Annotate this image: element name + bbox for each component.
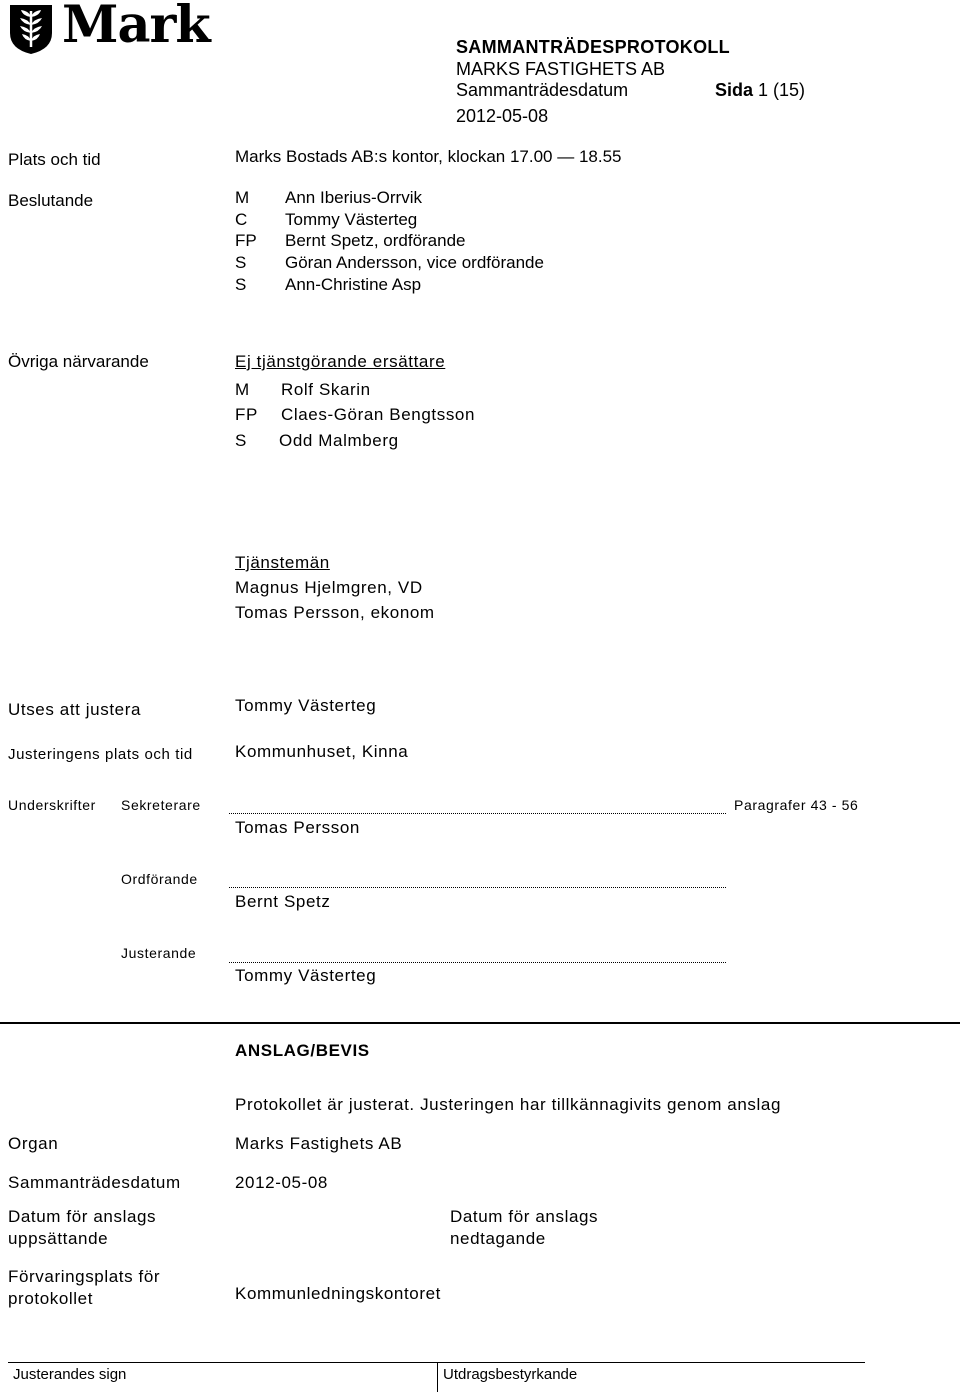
notice-date-label: Sammanträdesdatum bbox=[8, 1173, 181, 1192]
signatures-label: Underskrifter bbox=[8, 797, 96, 813]
footer-separator bbox=[437, 1362, 438, 1392]
signature-role: Ordförande bbox=[121, 871, 198, 887]
posted-date-label-line: Datum för anslags bbox=[8, 1207, 157, 1226]
party-code: M bbox=[235, 188, 250, 207]
official-item: Tomas Persson, ekonom bbox=[235, 603, 435, 622]
list-item bbox=[235, 230, 544, 252]
page-value: 1 (15) bbox=[758, 80, 806, 100]
officials-heading: Tjänstemän bbox=[235, 553, 330, 572]
page-indicator bbox=[715, 80, 805, 101]
official-item: Magnus Hjelmgren, VD bbox=[235, 578, 423, 597]
list-item bbox=[235, 377, 475, 402]
adjuster-label: Utses att justera bbox=[8, 700, 142, 719]
signatory-name: Tommy Västerteg bbox=[235, 966, 377, 985]
list-item bbox=[235, 187, 544, 209]
posted-date-label bbox=[8, 1206, 156, 1250]
notice-date-value: 2012-05-08 bbox=[235, 1173, 328, 1192]
adjust-place-value: Kommunhuset, Kinna bbox=[235, 742, 409, 761]
adjuster-name: Tommy Västerteg bbox=[235, 696, 377, 715]
party-code: FP bbox=[235, 405, 258, 425]
removed-date-label-line: nedtagande bbox=[450, 1229, 546, 1248]
storage-label-line: protokollet bbox=[8, 1289, 94, 1308]
document-type: SAMMANTRÄDESPROTOKOLL bbox=[456, 37, 730, 57]
list-item bbox=[235, 402, 475, 427]
storage-label-line: Förvaringsplats för bbox=[8, 1267, 161, 1286]
member-name: Ann Iberius-Orrvik bbox=[285, 188, 422, 207]
signature-role: Sekreterare bbox=[121, 797, 201, 813]
signature-role: Justerande bbox=[121, 945, 197, 961]
place-value: Marks Bostads AB:s kontor, klockan 17.00 — 18.55 bbox=[235, 147, 622, 166]
footer-left-label: Justerandes sign bbox=[13, 1366, 127, 1383]
organ-value: Marks Fastighets AB bbox=[235, 1134, 403, 1153]
posted-date-label-line: uppsättande bbox=[8, 1229, 109, 1248]
member-name: Ann-Christine Asp bbox=[285, 274, 422, 294]
organ-label: Organ bbox=[8, 1134, 59, 1153]
decision-makers-label: Beslutande bbox=[8, 191, 94, 210]
member-name: Göran Andersson, vice ordförande bbox=[285, 253, 544, 273]
substitutes-list bbox=[235, 377, 475, 453]
member-name: Odd Malmberg bbox=[279, 430, 399, 450]
party-code: M bbox=[235, 380, 250, 399]
footer-right-label: Utdragsbestyrkande bbox=[443, 1366, 578, 1383]
list-item bbox=[235, 209, 544, 231]
storage-value: Kommunledningskontoret bbox=[235, 1284, 441, 1303]
storage-label bbox=[8, 1266, 160, 1310]
party-code: FP bbox=[235, 231, 257, 251]
member-name: Bernt Spetz, ordförande bbox=[285, 231, 466, 251]
party-code: S bbox=[235, 253, 247, 273]
organization-name: MARKS FASTIGHETS AB bbox=[456, 59, 666, 79]
party-code: C bbox=[235, 209, 248, 229]
signatory-name: Bernt Spetz bbox=[235, 892, 331, 911]
paragraphs-range: Paragrafer 43 - 56 bbox=[734, 797, 859, 813]
member-name: Tommy Västerteg bbox=[285, 209, 418, 229]
substitutes-heading: Ej tjänstgörande ersättare bbox=[235, 352, 446, 371]
member-name: Claes-Göran Bengtsson bbox=[281, 405, 476, 425]
signature-line bbox=[229, 962, 726, 963]
notice-statement: Protokollet är justerat. Justeringen har tillkännagivits genom anslag bbox=[235, 1095, 782, 1114]
list-item bbox=[235, 252, 544, 274]
signatory-name: Tomas Persson bbox=[235, 818, 360, 837]
member-name: Rolf Skarin bbox=[281, 380, 371, 399]
page-label: Sida bbox=[715, 80, 754, 100]
list-item bbox=[235, 428, 475, 453]
removed-date-label-line: Datum för anslags bbox=[450, 1207, 599, 1226]
section-divider bbox=[0, 1022, 960, 1024]
logo-text: Mark bbox=[62, 0, 210, 55]
place-label: Plats och tid bbox=[8, 150, 101, 169]
meeting-date-label: Sammanträdesdatum bbox=[456, 80, 629, 100]
others-label: Övriga närvarande bbox=[8, 352, 149, 371]
party-code: S bbox=[235, 430, 247, 450]
removed-date-label bbox=[450, 1206, 598, 1250]
meeting-date: 2012-05-08 bbox=[456, 106, 549, 126]
signature-line bbox=[229, 813, 726, 814]
notice-heading: ANSLAG/BEVIS bbox=[235, 1041, 370, 1060]
adjust-place-label: Justeringens plats och tid bbox=[8, 746, 193, 763]
signature-line bbox=[229, 887, 726, 888]
list-item bbox=[235, 274, 544, 296]
party-code: S bbox=[235, 274, 247, 294]
decision-makers-list bbox=[235, 187, 544, 296]
coat-of-arms-icon bbox=[8, 3, 54, 55]
